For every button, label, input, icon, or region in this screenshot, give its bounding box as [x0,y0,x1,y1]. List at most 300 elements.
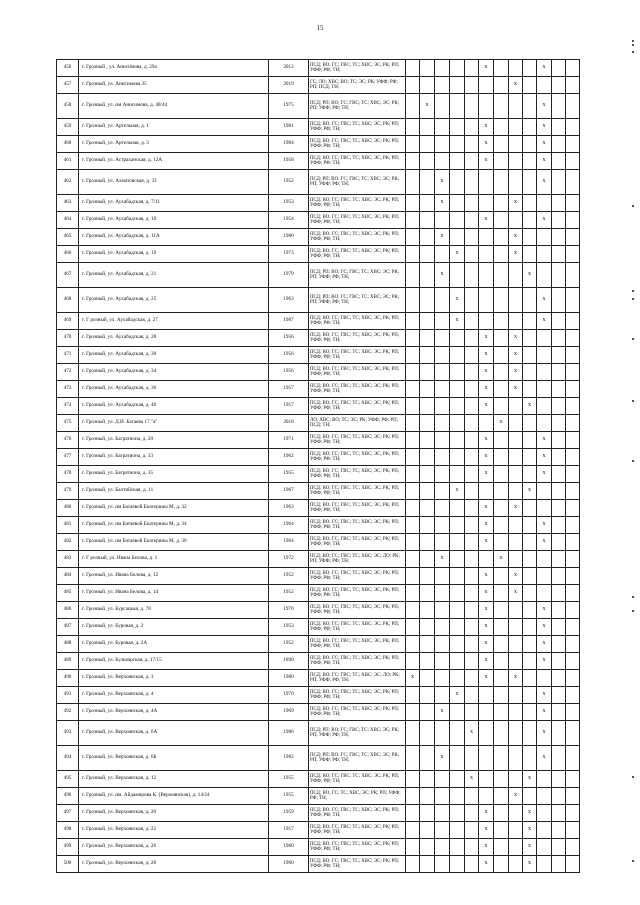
mark-cell [450,330,465,347]
mark-cell [406,687,420,704]
mark-cell [450,788,465,805]
page-number: 15 [316,24,324,32]
year-cell: 1890 [269,653,309,670]
mark-cell [552,229,566,246]
mark-cell [406,704,420,721]
mark-cell [406,551,420,568]
mark-cell [450,364,465,381]
table-row [57,60,580,77]
mark-cell [450,229,465,246]
mark-cell [406,77,420,94]
mark-cell [420,263,435,288]
mark-cell [537,330,552,347]
row-number: 464 [57,212,79,229]
mark-cell [494,602,509,619]
mark-cell [465,229,479,246]
row-number: 460 [57,136,79,153]
year-cell: 1954 [269,212,309,229]
table-row [57,288,580,313]
mark-cell [523,551,537,568]
mark-cell [450,170,465,195]
year-cell: 1970 [269,687,309,704]
mark-cell [494,432,509,449]
table-row [57,687,580,704]
mark-cell [435,771,450,788]
mark-cell [523,721,537,746]
mark-cell [450,636,465,653]
row-number: 456 [57,60,79,77]
mark-cell [523,432,537,449]
works-code-cell: ПСД; ВО; ГС; ГВС; ТС; ХВС; ЭС; РК; РП; УФФ; РФ; ТН; [309,534,406,551]
mark-cell: x [479,822,494,839]
mark-cell [566,381,580,398]
row-number: 475 [57,415,79,432]
mark-cell: x [537,721,552,746]
mark-cell [420,568,435,585]
mark-cell: x [537,746,552,771]
mark-cell [552,60,566,77]
mark-cell: x [435,551,450,568]
mark-cell: x [494,415,509,432]
mark-cell: x [479,534,494,551]
mark-cell [552,432,566,449]
year-cell: 1969 [269,704,309,721]
mark-cell [494,822,509,839]
mark-cell [537,229,552,246]
mark-cell [406,483,420,500]
mark-cell [465,364,479,381]
address-cell: г. Грозный, ул. Аухабадская, д. 34 [79,364,269,381]
mark-cell [552,77,566,94]
address-cell: г. Грозный, ул. Ивана Белова, д. 12 [79,568,269,585]
address-cell: г. Грозный, ул. Буровая, д. 2А [79,636,269,653]
year-cell: 1963 [269,288,309,313]
mark-cell [537,398,552,415]
mark-cell [435,619,450,636]
address-cell: г. Грозный, ул. Верхоянская, д. 20 [79,805,269,822]
mark-cell [552,153,566,170]
mark-cell [435,94,450,119]
mark-cell [509,263,523,288]
mark-cell [465,347,479,364]
mark-cell [494,136,509,153]
table-row [57,398,580,415]
table-row [57,704,580,721]
mark-cell: x [479,60,494,77]
mark-cell [465,856,479,873]
mark-cell [566,517,580,534]
mark-cell [509,771,523,788]
mark-cell [552,347,566,364]
mark-cell [465,195,479,212]
mark-cell [406,347,420,364]
year-cell: 1980 [269,229,309,246]
address-cell: г. Грозный, ул. Аухабадская, д. 40 [79,398,269,415]
works-code-cell: ПСД; РП; ВО; ГС; ГВС; ТС; ХВС; ЭС; РК; РП; УФФ; РФ; ТН; [309,263,406,288]
table-row [57,746,580,771]
mark-cell [420,77,435,94]
mark-cell [552,704,566,721]
address-cell: г. Грозный, ул. Верхоянская, д. 4 [79,687,269,704]
works-code-cell: ПСД; ВО; ГС; ГВС; ТС; ХВС; ЭС; РК; РП; УФФ; РФ; ТН; [309,619,406,636]
mark-cell [479,170,494,195]
row-number: 493 [57,721,79,746]
mark-cell [435,136,450,153]
mark-cell: x [479,636,494,653]
mark-cell [523,77,537,94]
mark-cell [406,229,420,246]
mark-cell [450,704,465,721]
row-number: 479 [57,483,79,500]
address-cell: г. Грозный, ул. Аухабадская, д. 10 [79,212,269,229]
mark-cell [509,136,523,153]
mark-cell [552,602,566,619]
mark-cell: x [479,856,494,873]
mark-cell [523,568,537,585]
mark-cell [465,568,479,585]
row-number: 500 [57,856,79,873]
scan-edge-marks [628,0,640,905]
mark-cell [537,788,552,805]
mark-cell [450,415,465,432]
year-cell: 1953 [269,195,309,212]
mark-cell [420,653,435,670]
year-cell: 1955 [269,788,309,805]
mark-cell: x [523,805,537,822]
mark-cell: x [435,195,450,212]
row-number: 457 [57,77,79,94]
mark-cell [420,347,435,364]
mark-cell [450,153,465,170]
mark-cell [406,517,420,534]
mark-cell [523,602,537,619]
mark-cell [509,687,523,704]
year-cell: 1986 [269,721,309,746]
mark-cell [566,77,580,94]
mark-cell [494,229,509,246]
mark-cell [523,534,537,551]
mark-cell [435,330,450,347]
row-number: 470 [57,330,79,347]
works-code-cell: ПСД; ВО; ГС; ГВС; ТС; ХВС; ЭС; РК; РП; УФФ; РФ; ТН; [309,449,406,466]
mark-cell [509,534,523,551]
table-row [57,551,580,568]
mark-cell [406,449,420,466]
table-row [57,229,580,246]
mark-cell [435,288,450,313]
mark-cell [566,347,580,364]
address-cell: г. Грозный, ул. Аухабадская, д. 30 [79,347,269,364]
mark-cell: x [435,704,450,721]
mark-cell: x [537,534,552,551]
mark-cell [552,263,566,288]
mark-cell [450,568,465,585]
mark-cell [537,568,552,585]
mark-cell [465,313,479,330]
mark-cell [552,119,566,136]
mark-cell [420,551,435,568]
mark-cell [406,119,420,136]
address-cell: г. Грозный, ул. Бульварская, д. 17/15 [79,653,269,670]
table-row [57,636,580,653]
mark-cell [435,212,450,229]
year-cell: 1953 [269,619,309,636]
year-cell: 1960 [269,839,309,856]
mark-cell [420,136,435,153]
mark-cell [566,746,580,771]
mark-cell [479,246,494,263]
mark-cell [420,805,435,822]
mark-cell: x [479,568,494,585]
mark-cell [523,136,537,153]
mark-cell [465,619,479,636]
row-number: 481 [57,517,79,534]
mark-cell [523,500,537,517]
mark-cell [552,212,566,229]
mark-cell [523,788,537,805]
mark-cell: x [479,449,494,466]
mark-cell [465,704,479,721]
mark-cell [523,170,537,195]
year-cell: 1962 [269,449,309,466]
mark-cell [566,364,580,381]
table-row [57,856,580,873]
works-code-cell: ПСД; ВО; ГС; ГВС; ТС; ХВС; ЭС; РК; РП; УФФ; РФ; ТН; [309,602,406,619]
address-cell: г. Грозный, ул. Ивана Белова, д. 14 [79,585,269,602]
mark-cell [465,136,479,153]
mark-cell [450,212,465,229]
mark-cell [435,568,450,585]
works-code-cell: ПСД; ВО; ГС; ГВС; ТС; ХВС; ЭС; РК; РП; УФФ; РФ; ТН; [309,805,406,822]
mark-cell [465,788,479,805]
mark-cell: x [479,619,494,636]
mark-cell [450,347,465,364]
mark-cell [552,822,566,839]
housing-table [56,59,580,873]
mark-cell [509,636,523,653]
table-row [57,771,580,788]
mark-cell [509,704,523,721]
mark-cell [406,653,420,670]
mark-cell [420,670,435,687]
mark-cell [420,288,435,313]
mark-cell [435,313,450,330]
mark-cell [450,856,465,873]
mark-cell [450,534,465,551]
works-code-cell: ПСД; ВО; ГС; ГВС; ТС; ХВС; ЭС; РК; РП; УФФ; РФ; ТН; [309,347,406,364]
mark-cell [450,195,465,212]
row-number: 474 [57,398,79,415]
mark-cell [479,551,494,568]
row-number: 476 [57,432,79,449]
address-cell: г. Грозный, ул. Аухабадская, д. 28 [79,330,269,347]
mark-cell [420,466,435,483]
mark-cell [420,585,435,602]
address-cell: г. Грозный, ул. им Батаевой Екатерины М, д. 36 [79,534,269,551]
mark-cell: x [450,687,465,704]
address-cell: г. Грозный, ул. Бурсацкая, д. 78 [79,602,269,619]
mark-cell: x [420,94,435,119]
works-code-cell: ПСД; ВО; ГС; ГВС; ТС; ХВС; ЭС; РК; РП; УФФ; РФ; ТН; [309,687,406,704]
mark-cell [406,313,420,330]
works-code-cell: ПСД; РП; ВО; ГС; ГВС; ТС; ХВС; ЭС; РК; РП; УФФ; РФ; ТН; [309,94,406,119]
works-code-cell: ПСД; ВО; ГС; ГВС; ТС; ХВС; ЭС; РК; РП; УФФ; РФ; ТН; [309,212,406,229]
mark-cell [435,687,450,704]
mark-cell [566,449,580,466]
mark-cell [566,246,580,263]
mark-cell [435,466,450,483]
mark-cell [420,398,435,415]
year-cell: 1984 [269,136,309,153]
mark-cell [450,381,465,398]
works-code-cell: ПСД; ВО; ГС; ГВС; ТС; ХВС; ЭС; ЛО; РК; РП; УФФ; РФ; ТН; [309,551,406,568]
mark-cell [523,212,537,229]
mark-cell [406,381,420,398]
address-cell: г. Грозный, ул. Аухабадская, д. 7/11 [79,195,269,212]
mark-cell [406,534,420,551]
mark-cell [552,839,566,856]
mark-cell [420,415,435,432]
mark-cell [420,500,435,517]
mark-cell: x [479,500,494,517]
mark-cell [509,119,523,136]
mark-cell [509,746,523,771]
mark-cell [494,585,509,602]
mark-cell [465,636,479,653]
mark-cell: x [406,670,420,687]
mark-cell [537,415,552,432]
table-row [57,449,580,466]
mark-cell [566,551,580,568]
mark-cell [406,500,420,517]
mark-cell: x [537,449,552,466]
mark-cell [479,788,494,805]
table-row [57,500,580,517]
mark-cell [509,551,523,568]
mark-cell [450,94,465,119]
row-number: 482 [57,534,79,551]
mark-cell [435,119,450,136]
year-cell: 1955 [269,466,309,483]
mark-cell: x [479,330,494,347]
mark-cell [566,432,580,449]
row-number: 488 [57,636,79,653]
row-number: 472 [57,364,79,381]
mark-cell [420,483,435,500]
mark-cell [523,381,537,398]
mark-cell [552,170,566,195]
table-row [57,153,580,170]
works-code-cell: ПСД; ВО; ГС; ГВС; ТС; ХВС; ЭС; РК; РП; УФФ; РФ; ТН; [309,60,406,77]
mark-cell [450,136,465,153]
mark-cell [406,856,420,873]
mark-cell [465,839,479,856]
mark-cell [465,602,479,619]
mark-cell [435,364,450,381]
mark-cell [566,653,580,670]
mark-cell [509,602,523,619]
mark-cell: x [450,313,465,330]
mark-cell [552,517,566,534]
works-code-cell: ПСД; ВО; ГС; ГВС; ТС; ХВС; ЭС; РК; РП; УФФ; РФ; ТН; [309,653,406,670]
table-row [57,381,580,398]
works-code-cell: ПСД; РП; ВО; ГС; ГВС; ТС; ХВС; ЭС; РК; РП; УФФ; РФ; ТН; [309,721,406,746]
mark-cell [406,60,420,77]
address-cell: г. Грозный, ул. Верхоянская, д. 12 [79,771,269,788]
table-row [57,347,580,364]
mark-cell [465,288,479,313]
mark-cell [435,449,450,466]
mark-cell [509,94,523,119]
table-row [57,415,580,432]
mark-cell [537,500,552,517]
works-code-cell: ПСД; ВО; ГС; ГВС; ТС; ХВС; ЭС; РК; РП; УФФ; РФ; ТН; [309,636,406,653]
table-row [57,119,580,136]
mark-cell [450,839,465,856]
mark-cell [552,136,566,153]
mark-cell [494,805,509,822]
mark-cell [523,687,537,704]
year-cell: 1952 [269,170,309,195]
mark-cell [420,704,435,721]
works-code-cell: ПСД; ВО; ГС; ГВС; ТС; ХВС; ЭС; РК; РП; УФФ; РФ; ТН; [309,119,406,136]
mark-cell [450,449,465,466]
mark-cell [450,653,465,670]
mark-cell [450,77,465,94]
mark-cell: x [435,229,450,246]
mark-cell: x [509,77,523,94]
mark-cell [523,636,537,653]
mark-cell [406,619,420,636]
table-row [57,534,580,551]
table-row [57,432,580,449]
mark-cell: x [537,602,552,619]
mark-cell [435,153,450,170]
mark-cell [479,415,494,432]
mark-cell [494,483,509,500]
mark-cell [479,483,494,500]
year-cell: 1975 [269,94,309,119]
works-code-cell: ПСД; ВО; ГС; ГВС; ТС; ХВС; ЭС; РК; РП; УФФ; РФ; ТН; [309,246,406,263]
address-cell: г. Грозный, ул. Буровая, д. 2 [79,619,269,636]
address-cell: г. Грозный, ул. Д.И. Багаева 17 "а" [79,415,269,432]
works-code-cell: ПСД; ВО; ГС; ГВС; ТС; ХВС; ЭС; РК; РП; УФФ; РФ; ТН; [309,500,406,517]
mark-cell [509,153,523,170]
year-cell: 1963 [269,500,309,517]
mark-cell [465,246,479,263]
mark-cell [523,517,537,534]
row-number: 478 [57,466,79,483]
mark-cell [552,551,566,568]
year-cell: 1960 [269,856,309,873]
address-cell: г. Грозный, ул. Верхоянская, д. 28 [79,856,269,873]
mark-cell [509,839,523,856]
mark-cell [465,212,479,229]
mark-cell [420,432,435,449]
address-cell: г. Грозный, ул. Аухабадская, д. 36 [79,381,269,398]
mark-cell [537,856,552,873]
mark-cell [465,60,479,77]
row-number: 473 [57,381,79,398]
works-code-cell: ГС; ЛО; ХВС; ВО; ТС; ЭС; РК; УФФ; РФ; РП; ПСД; ТН; [309,77,406,94]
mark-cell [465,687,479,704]
mark-cell [420,788,435,805]
mark-cell [465,805,479,822]
mark-cell [435,500,450,517]
mark-cell [494,517,509,534]
mark-cell: x [509,347,523,364]
mark-cell [566,398,580,415]
